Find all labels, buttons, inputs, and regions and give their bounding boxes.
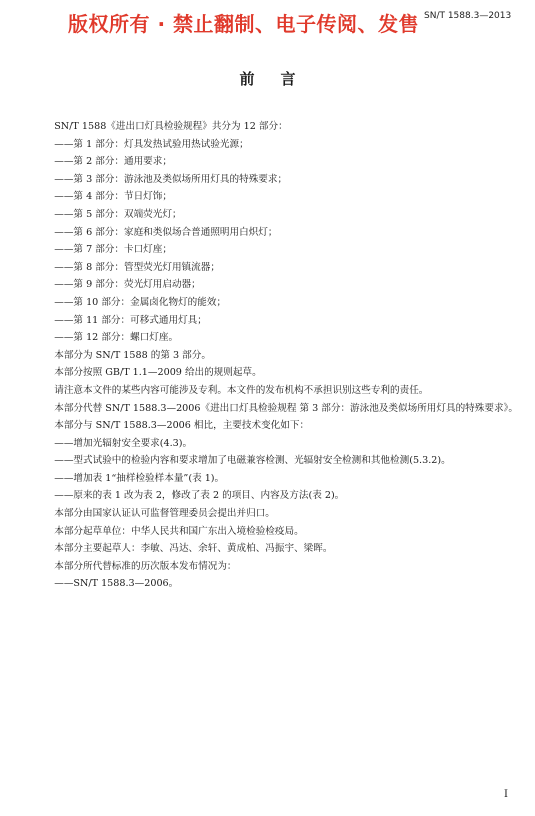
list-item-part-12: ——第 12 部分：螺口灯座。 xyxy=(54,332,179,344)
list-item-part-8: ——第 8 部分：管型荧光灯用镇流器； xyxy=(54,261,220,273)
list-item-change-3: ——增加表 1“抽样检验样本量”(表 1)。 xyxy=(54,472,225,484)
page-number: I xyxy=(504,789,508,800)
paragraph-drafters: 本部分主要起草人：李敏、冯达、余轩、黄成柏、冯振宇、梁晖。 xyxy=(54,543,333,555)
paragraph-history-intro: 本部分所代替标准的历次版本发布情况为： xyxy=(54,560,237,572)
list-item-part-3: ——第 3 部分：游泳池及类似场所用灯具的特殊要求； xyxy=(54,173,288,185)
list-item-change-4: ——原来的表 1 改为表 2，修改了表 2 的项目、内容及方法(表 2)。 xyxy=(54,490,345,502)
list-item-part-1: ——第 1 部分：灯具发热试验用热试验光源； xyxy=(54,138,249,150)
page-title: 前言 xyxy=(239,70,322,88)
foreword-body xyxy=(36,118,524,593)
list-item-part-4: ——第 4 部分：节日灯饰； xyxy=(54,191,172,203)
list-item-part-10: ——第 10 部分：金属卤化物灯的能效； xyxy=(54,296,227,308)
list-item-part-11: ——第 11 部分：可移式通用灯具； xyxy=(54,314,207,326)
paragraph-patent-notice: 请注意本文件的某些内容可能涉及专利。本文件的发布机构不承担识别这些专利的责任。 xyxy=(54,384,429,396)
paragraph-proposer: 本部分由国家认证认可监督管理委员会提出并归口。 xyxy=(54,508,275,520)
paragraph-parts-intro: SN/T 1588《进出口灯具检验规程》共分为 12 部分： xyxy=(54,121,288,132)
list-item-part-5: ——第 5 部分：双端荧光灯； xyxy=(54,208,182,220)
list-item-change-2: ——型式试验中的检验内容和要求增加了电磁兼容检测、光辐射安全检测和其他检测(5.3.2)。 xyxy=(54,455,451,467)
paragraph-drafting-unit: 本部分起草单位：中华人民共和国广东出入境检验检疫局。 xyxy=(54,525,304,537)
paragraph-replaces: 本部分代替 SN/T 1588.3—2006《进出口灯具检验规程 第 3 部分：游泳池及类似场所用灯具的特殊要求》。 xyxy=(54,402,518,414)
paragraph-part-statement: 本部分为 SN/T 1588 的第 3 部分。 xyxy=(54,349,211,361)
paragraph-changes-intro: 本部分与 SN/T 1588.3—2006 相比，主要技术变化如下： xyxy=(54,420,310,432)
list-item-change-1: ——增加光辐射安全要求(4.3)。 xyxy=(54,437,193,449)
list-item-part-9: ——第 9 部分：荧光灯用启动器； xyxy=(54,279,201,291)
paragraph-drafting-rules: 本部分按照 GB/T 1.1—2009 给出的规则起草。 xyxy=(54,367,262,379)
standard-code: SN/T 1588.3—2013 xyxy=(424,11,512,21)
list-item-history-1: ——SN/T 1588.3—2006。 xyxy=(54,578,179,590)
list-item-part-6: ——第 6 部分：家庭和类似场合普通照明用白炽灯； xyxy=(54,226,278,238)
copyright-watermark: 版权所有 · 禁止翻制、电子传阅、发售 xyxy=(68,12,420,36)
list-item-part-7: ——第 7 部分：卡口灯座； xyxy=(54,244,172,256)
list-item-part-2: ——第 2 部分：通用要求； xyxy=(54,156,172,168)
